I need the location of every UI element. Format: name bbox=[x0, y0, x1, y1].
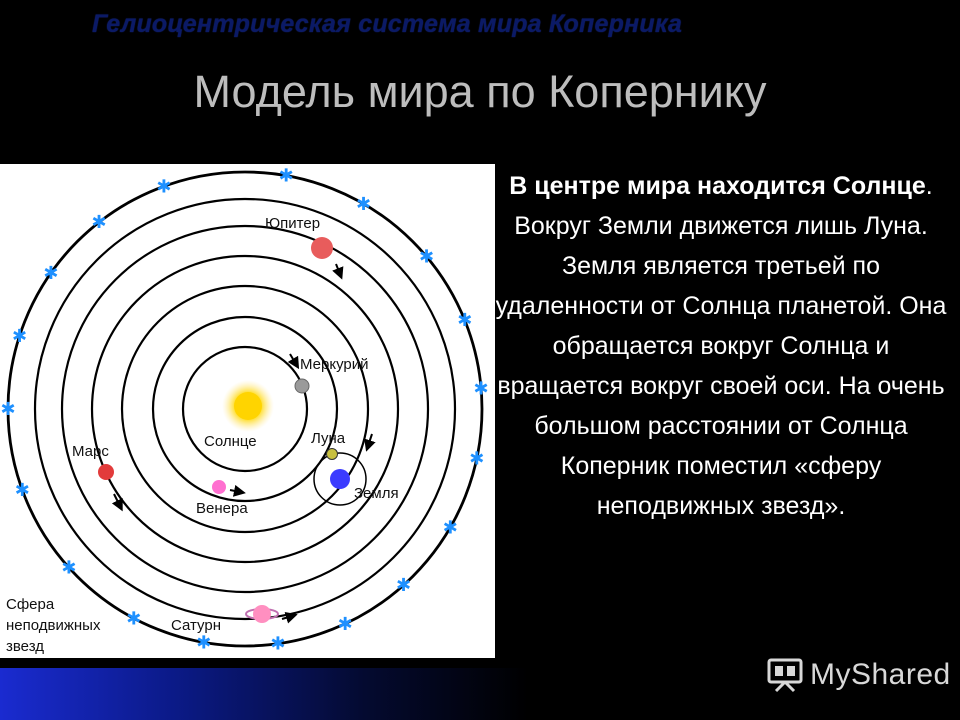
label-sphere-line2: неподвижных bbox=[6, 617, 101, 634]
star-icon: ✱ bbox=[473, 378, 489, 399]
mars-icon bbox=[98, 464, 114, 480]
star-icon: ✱ bbox=[419, 246, 435, 267]
star-icon: ✱ bbox=[396, 575, 412, 596]
saturn-icon bbox=[246, 605, 278, 623]
lead-paragraph bbox=[490, 166, 952, 206]
earth-icon bbox=[330, 469, 350, 489]
watermark bbox=[766, 655, 956, 695]
venus-icon bbox=[212, 480, 226, 494]
description-text bbox=[490, 166, 952, 526]
label-moon: Луна bbox=[311, 430, 346, 447]
mercury-icon bbox=[295, 379, 309, 393]
star-icon: ✱ bbox=[442, 517, 458, 538]
copernicus-diagram bbox=[0, 164, 495, 658]
star-icon: ✱ bbox=[278, 165, 294, 186]
star-icon: ✱ bbox=[126, 608, 142, 629]
presentation-board-icon bbox=[766, 657, 804, 693]
label-mercury: Меркурий bbox=[300, 356, 369, 373]
label-jupiter: Юпитер bbox=[265, 215, 321, 232]
label-earth: Земля bbox=[354, 485, 399, 502]
star-icon: ✱ bbox=[0, 399, 16, 419]
star-icon: ✱ bbox=[14, 480, 30, 501]
slide-title: Модель мира по Копернику bbox=[193, 66, 767, 117]
label-saturn: Сатурн bbox=[171, 617, 222, 634]
star-icon: ✱ bbox=[355, 193, 372, 214]
star-icon: ✱ bbox=[270, 633, 286, 654]
star-icon: ✱ bbox=[469, 448, 485, 469]
star-icon: ✱ bbox=[61, 557, 77, 578]
label-sphere-line1: Сфера bbox=[6, 596, 55, 613]
star-icon: ✱ bbox=[196, 632, 212, 653]
star-icon: ✱ bbox=[156, 176, 172, 197]
sun-icon bbox=[234, 392, 262, 420]
label-sphere-line3: звезд bbox=[6, 638, 44, 655]
jupiter-icon bbox=[311, 237, 333, 259]
lead-period: . bbox=[925, 172, 933, 200]
body-paragraph: Вокруг Земли движется лишь Луна. Земля является третьей по удаленности от Солнца планетой. Она обращается вокруг Солнца и вращается вокруг своей оси. На очень большом расстоянии от Солнца Коперник поместил «сферу неподвижных звезд». bbox=[495, 212, 947, 520]
orbit-diagram-svg bbox=[0, 164, 495, 658]
star-icon: ✱ bbox=[91, 212, 107, 233]
moon-icon bbox=[327, 449, 338, 460]
star-icon: ✱ bbox=[337, 613, 353, 634]
label-venus: Венера bbox=[196, 500, 248, 517]
watermark-text: MyShared bbox=[810, 658, 951, 691]
label-mars: Марс bbox=[72, 443, 109, 460]
star-icon: ✱ bbox=[43, 263, 59, 284]
star-icon: ✱ bbox=[12, 325, 28, 346]
label-sun: Солнце bbox=[204, 433, 257, 450]
lead-bold-text: В центре мира находится Солнце bbox=[509, 172, 926, 200]
header-title: Гелиоцентрическая система мира Коперника bbox=[92, 10, 683, 38]
star-icon: ✱ bbox=[457, 310, 473, 331]
